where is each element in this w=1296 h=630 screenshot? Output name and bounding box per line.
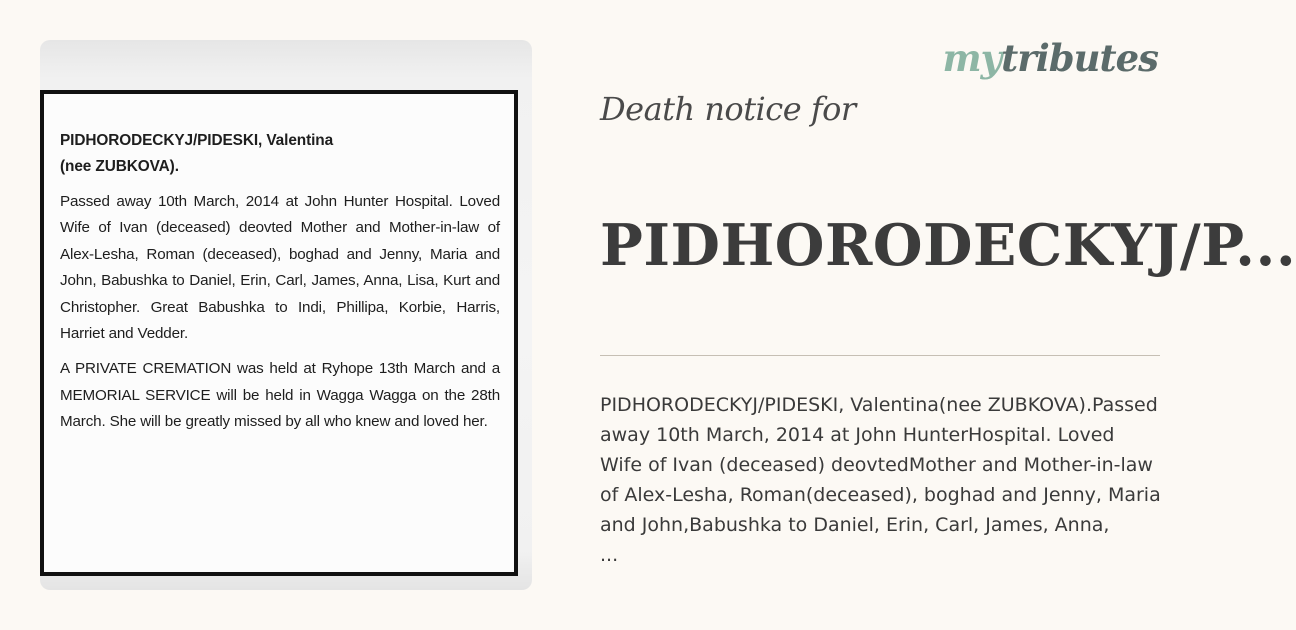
excerpt-line: Wife of Ivan (deceased) deovtedMother and Mother-in-law [600, 454, 1153, 476]
excerpt-line: and John,Babushka to Daniel, Erin, Carl, James, Anna, [600, 514, 1110, 536]
deceased-name-title: PIDHORODECKYJ/P... [600, 212, 1296, 279]
mytributes-logo[interactable] [942, 36, 1158, 80]
notice-image-card [40, 40, 532, 590]
notice-paragraph-1: Passed away 10th March, 2014 at John Hunter Hospital. Loved Wife of Ivan (deceased) deovted Mother and Mother-in-law of Alex-Lesha, Roman (deceased), boghad and Jenny, Maria and John, Babushka to Daniel, Erin, Carl, James, Anna, Lisa, Kurt and Christopher. Great Babushka to Indi, Phillipa, Korbie, Harris, Harriet and Vedder. [60, 193, 500, 343]
newspaper-notice-clipping [40, 90, 518, 576]
notice-heading-line2: (nee ZUBKOVA). [60, 158, 179, 175]
page-subtitle: Death notice for [600, 90, 856, 128]
notice-excerpt [600, 390, 1200, 570]
excerpt-line: of Alex-Lesha, Roman(deceased), boghad and Jenny, Maria [600, 484, 1161, 506]
notice-paragraph-2: A PRIVATE CREMATION was held at Ryhope 13th March and a MEMORIAL SERVICE will be held in Wagga Wagga on the 28th March. She will be greatly missed by all who knew and loved her. [60, 360, 500, 431]
excerpt-ellipsis: ... [600, 544, 619, 566]
excerpt-line: PIDHORODECKYJ/PIDESKI, Valentina(nee ZUBKOVA).Passed [600, 394, 1158, 416]
divider [600, 355, 1160, 356]
notice-heading-line1: PIDHORODECKYJ/PIDESKI, Valentina [60, 132, 334, 149]
logo-prefix: my [942, 36, 1002, 80]
logo-suffix: tributes [1001, 36, 1158, 80]
excerpt-line: away 10th March, 2014 at John HunterHospital. Loved [600, 424, 1115, 446]
